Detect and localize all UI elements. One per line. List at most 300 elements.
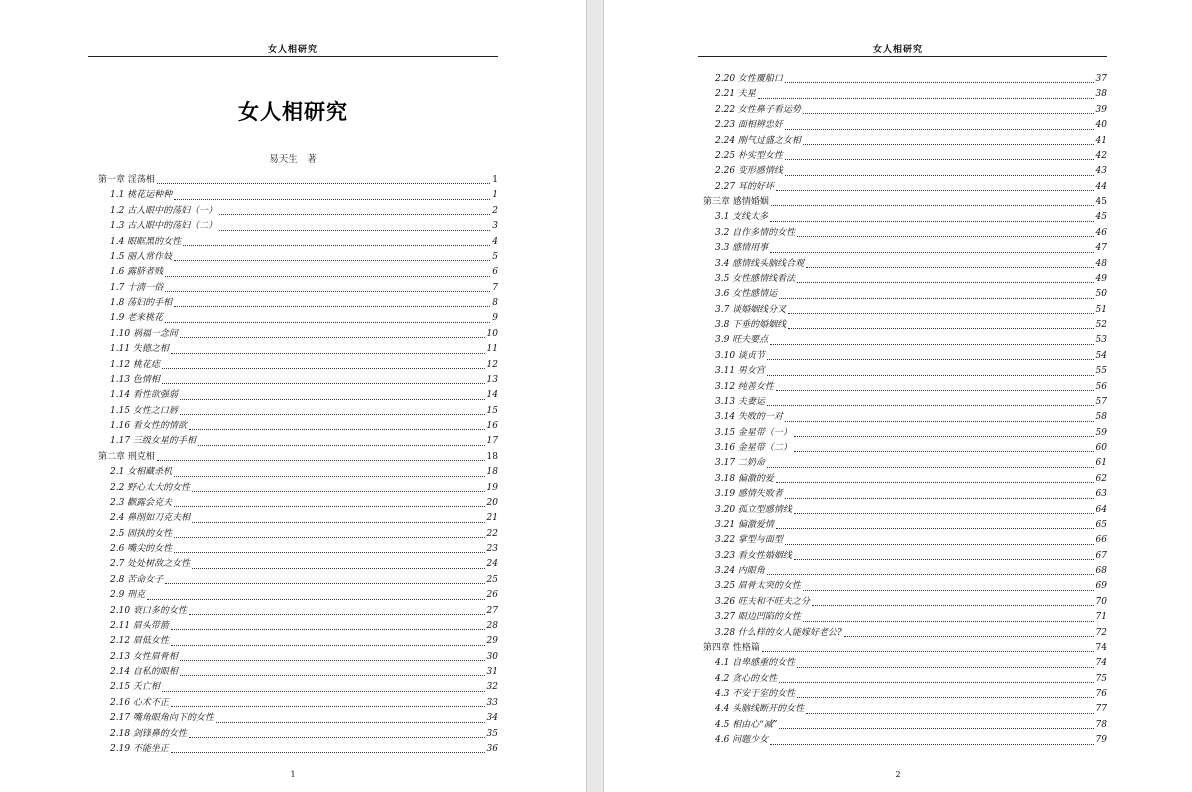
- toc-section-entry[interactable]: [703, 272, 1107, 287]
- toc-dot-leader: [162, 383, 485, 384]
- toc-entry-label: 2.23 面相辨忠奸: [715, 120, 783, 131]
- toc-entry-page: 66: [1095, 535, 1107, 546]
- toc-entry-page: 3: [492, 221, 498, 232]
- toc-section-entry[interactable]: [703, 87, 1107, 102]
- toc-section-entry[interactable]: [703, 318, 1107, 333]
- toc-dot-leader: [192, 491, 484, 492]
- toc-section-entry[interactable]: [98, 481, 498, 496]
- toc-entry-label: 3.28 什么样的女人能嫁好老公?: [715, 627, 842, 638]
- toc-entry-label: 3.24 内眼角: [715, 566, 765, 576]
- toc-dot-leader: [219, 230, 490, 231]
- toc-section-entry[interactable]: [98, 573, 498, 588]
- toc-entry-page: 58: [1095, 412, 1107, 423]
- header-rule: [88, 56, 498, 57]
- toc-entry-page: 75: [1095, 673, 1107, 684]
- toc-dot-leader: [794, 559, 1094, 560]
- toc-section-entry[interactable]: [98, 188, 498, 203]
- toc-entry-page: 44: [1095, 181, 1107, 192]
- toc-dot-leader: [770, 744, 1093, 745]
- toc-dot-leader: [797, 697, 1093, 698]
- toc-entry-label: 2.10 衰口多的女性: [110, 605, 187, 616]
- toc-section-entry[interactable]: [98, 496, 498, 511]
- toc-section-entry[interactable]: [703, 656, 1107, 671]
- toc-entry-page: 39: [1095, 104, 1107, 115]
- toc-entry-label: 2.24 刚气过盛之女相: [715, 135, 801, 146]
- toc-section-entry[interactable]: [703, 395, 1107, 410]
- toc-entry-page: 7: [492, 282, 498, 293]
- toc-dot-leader: [785, 159, 1094, 160]
- toc-dot-leader: [165, 583, 484, 584]
- toc-entry-label: 3.26 旺夫和不旺夫之分: [715, 596, 810, 607]
- toc-dot-leader: [180, 660, 485, 661]
- toc-section-entry[interactable]: [98, 265, 498, 280]
- toc-entry-label: 3.9 旺夫要点: [715, 335, 769, 346]
- toc-entry-label: 2.25 朴实型女性: [715, 150, 783, 161]
- toc-section-entry[interactable]: [703, 456, 1107, 471]
- toc-entry-label: 1.2 古人眼中的荡妇（一）: [110, 205, 218, 216]
- toc-entry-label: 2.27 耳的好坏: [715, 181, 774, 192]
- toc-section-entry[interactable]: [703, 626, 1107, 641]
- toc-entry-page: 53: [1095, 335, 1107, 346]
- toc-entry-page: 6: [492, 267, 498, 278]
- toc-section-entry[interactable]: [98, 204, 498, 219]
- toc-entry-label: 3.22 掌型与面型: [715, 535, 783, 546]
- toc-entry-page: 20: [486, 497, 498, 508]
- toc-entry-label: 2.20 女性覆船口: [715, 74, 783, 84]
- toc-section-entry[interactable]: [703, 672, 1107, 687]
- toc-entry-page: 18: [486, 451, 498, 462]
- toc-entry-page: 12: [486, 359, 498, 370]
- toc-entry-label: 3.19 感情失败者: [715, 489, 783, 500]
- toc-entry-label: 3.15 金星带（一）: [715, 427, 792, 438]
- toc-entry-label: 3.16 金星带（二）: [715, 443, 792, 453]
- toc-section-entry[interactable]: [703, 118, 1107, 133]
- toc-section-entry[interactable]: [98, 527, 498, 542]
- toc-entry-page: 14: [486, 390, 498, 401]
- toc-section-entry[interactable]: [703, 579, 1107, 594]
- toc-section-entry[interactable]: [703, 610, 1107, 625]
- toc-section-entry[interactable]: [703, 426, 1107, 441]
- toc-entry-page: 21: [486, 513, 498, 524]
- toc-entry-label: 1.7 十淸一俗: [110, 282, 164, 293]
- toc-entry-label: 1.11 失德之相: [110, 344, 169, 355]
- toc-entry-page: 63: [1095, 489, 1107, 500]
- toc-section-entry[interactable]: [703, 718, 1107, 733]
- toc-entry-label: 1.16 看女性的情欲: [110, 421, 187, 431]
- toc-entry-page: 64: [1095, 504, 1107, 515]
- toc-entry-label: 1.5 丽人常作妓: [110, 251, 173, 262]
- toc-section-entry[interactable]: [703, 487, 1107, 502]
- toc-dot-leader: [174, 476, 484, 477]
- toc-dot-leader: [803, 113, 1094, 114]
- toc-entry-page: 30: [486, 651, 498, 662]
- toc-dot-leader: [785, 82, 1094, 83]
- toc-entry-page: 8: [492, 298, 498, 308]
- toc-entry-label: 3.1 支线太多: [715, 212, 769, 223]
- toc-dot-leader: [785, 175, 1094, 176]
- toc-section-entry[interactable]: [703, 164, 1107, 179]
- toc-entry-label: 3.17 二奶命: [715, 458, 765, 469]
- toc-dot-leader: [779, 298, 1093, 299]
- toc-entry-page: 9: [492, 313, 498, 324]
- toc-section-entry[interactable]: [98, 358, 498, 373]
- toc-entry-page: 57: [1095, 396, 1107, 407]
- toc-section-entry[interactable]: [98, 604, 498, 619]
- toc-section-entry[interactable]: [703, 564, 1107, 579]
- toc-dot-leader: [171, 629, 485, 630]
- table-of-contents: [98, 173, 498, 757]
- toc-dot-leader: [180, 337, 485, 338]
- toc-entry-label: 2.7 处处树敌之女性: [110, 559, 191, 570]
- toc-entry-page: 49: [1095, 273, 1107, 284]
- toc-entry-page: 59: [1095, 427, 1107, 438]
- toc-entry-label: 1.15 女性之口唇: [110, 405, 178, 416]
- toc-entry-label: 4.3 不安于室的女性: [715, 689, 796, 699]
- toc-section-entry[interactable]: [98, 742, 498, 757]
- toc-entry-label: 3.20 孤立型感情线: [715, 504, 792, 515]
- toc-section-entry[interactable]: [98, 511, 498, 526]
- toc-entry-label: 2.2 野心太大的女性: [110, 482, 191, 493]
- toc-entry-label: 第一章 淫荡相: [98, 175, 155, 185]
- toc-section-entry[interactable]: [98, 235, 498, 250]
- toc-entry-label: 1.6 露脐者贱: [110, 267, 164, 278]
- toc-dot-leader: [767, 405, 1094, 406]
- toc-entry-label: 4.2 贪心的女性: [715, 673, 778, 684]
- toc-section-entry[interactable]: [703, 410, 1107, 425]
- toc-entry-label: 2.14 自私的眼相: [110, 667, 178, 677]
- toc-section-entry[interactable]: [98, 665, 498, 680]
- toc-entry-page: 45: [1095, 212, 1107, 223]
- toc-entry-page: 62: [1095, 473, 1107, 484]
- toc-section-entry[interactable]: [703, 349, 1107, 364]
- toc-dot-leader: [779, 728, 1093, 729]
- toc-section-entry[interactable]: [703, 595, 1107, 610]
- toc-entry-label: 2.6 嘴尖的女性: [110, 544, 173, 554]
- toc-entry-label: 1.1 桃花运种种: [110, 190, 173, 201]
- toc-entry-page: 34: [486, 713, 498, 724]
- toc-dot-leader: [174, 199, 490, 200]
- toc-section-entry[interactable]: [703, 257, 1107, 272]
- toc-section-entry[interactable]: [703, 333, 1107, 348]
- toc-entry-label: 3.18 偏激的爱: [715, 473, 774, 484]
- toc-entry-label: 4.1 自卑感重的女性: [715, 658, 796, 669]
- toc-entry-label: 1.10 祸福一念间: [110, 328, 178, 339]
- toc-section-entry[interactable]: [703, 103, 1107, 118]
- toc-dot-leader: [174, 552, 484, 553]
- toc-entry-page: 69: [1095, 581, 1107, 592]
- toc-section-entry[interactable]: [98, 634, 498, 649]
- toc-entry-page: 65: [1095, 519, 1107, 530]
- toc-dot-leader: [174, 260, 490, 261]
- toc-entry-page: 47: [1095, 243, 1107, 254]
- toc-entry-page: 33: [486, 697, 498, 708]
- document-title: 女人相研究: [238, 99, 348, 124]
- toc-entry-label: 2.5 固执的女性: [110, 528, 173, 539]
- toc-chapter-entry[interactable]: [703, 641, 1107, 656]
- toc-section-entry[interactable]: [98, 434, 498, 449]
- toc-entry-label: 2.9 刑克: [110, 590, 146, 601]
- toc-entry-page: 29: [486, 636, 498, 647]
- toc-dot-leader: [165, 322, 490, 323]
- toc-dot-leader: [767, 375, 1094, 376]
- toc-dot-leader: [183, 245, 490, 246]
- toc-entry-label: 3.8 下垂的婚姻线: [715, 320, 787, 330]
- header-rule: [698, 56, 1107, 57]
- toc-entry-page: 37: [1095, 74, 1107, 84]
- toc-entry-label: 2.3 颧露会克夫: [110, 497, 173, 508]
- toc-dot-leader: [174, 306, 490, 307]
- toc-dot-leader: [189, 429, 485, 430]
- toc-section-entry[interactable]: [98, 219, 498, 234]
- toc-section-entry[interactable]: [98, 296, 498, 311]
- toc-entry-page: 38: [1095, 89, 1107, 100]
- toc-dot-leader: [797, 282, 1093, 283]
- toc-entry-page: 1: [492, 190, 498, 201]
- toc-entry-label: 2.11 眉头带箭: [110, 620, 169, 631]
- toc-entry-label: 2.17 嘴角眼角向下的女性: [110, 713, 214, 724]
- toc-entry-page: 60: [1095, 443, 1107, 453]
- toc-dot-leader: [770, 252, 1093, 253]
- toc-entry-page: 19: [486, 482, 498, 493]
- toc-dot-leader: [803, 590, 1094, 591]
- toc-section-entry[interactable]: [98, 373, 498, 388]
- toc-entry-page: 43: [1095, 166, 1107, 177]
- toc-section-entry[interactable]: [98, 619, 498, 634]
- toc-dot-leader: [785, 421, 1094, 422]
- toc-entry-label: 1.4 眼眶黑的女性: [110, 236, 182, 247]
- toc-section-entry[interactable]: [98, 711, 498, 726]
- toc-section-entry[interactable]: [703, 733, 1107, 748]
- toc-dot-leader: [189, 737, 485, 738]
- toc-entry-page: 50: [1095, 289, 1107, 300]
- toc-entry-page: 70: [1095, 596, 1107, 607]
- toc-entry-label: 3.3 感情用事: [715, 243, 769, 254]
- toc-dot-leader: [762, 651, 1094, 652]
- toc-entry-page: 61: [1095, 458, 1107, 469]
- toc-dot-leader: [758, 98, 1094, 99]
- toc-entry-label: 2.26 变形感情线: [715, 166, 783, 177]
- toc-entry-label: 2.8 苦命女子: [110, 574, 164, 585]
- toc-entry-page: 13: [486, 374, 498, 385]
- toc-section-entry[interactable]: [98, 542, 498, 557]
- toc-section-entry[interactable]: [98, 404, 498, 419]
- toc-entry-label: 第三章 感情婚姻: [703, 197, 769, 207]
- toc-entry-label: 1.17 三级女星的手相: [110, 436, 196, 447]
- running-header: 女人相研究: [267, 45, 318, 55]
- toc-section-entry[interactable]: [98, 588, 498, 603]
- toc-dot-leader: [147, 599, 484, 600]
- toc-entry-page: 77: [1095, 704, 1107, 715]
- toc-entry-label: 4.4 头脑线断开的女性: [715, 704, 805, 715]
- toc-entry-page: 72: [1095, 627, 1107, 638]
- toc-dot-leader: [776, 482, 1094, 483]
- toc-entry-label: 2.16 心术不正: [110, 697, 169, 708]
- toc-entry-label: 2.13 女性眉骨相: [110, 651, 178, 662]
- toc-entry-page: 48: [1095, 258, 1107, 269]
- toc-dot-leader: [171, 752, 485, 753]
- toc-entry-label: 3.12 纯善女性: [715, 381, 774, 392]
- toc-dot-leader: [198, 445, 485, 446]
- toc-dot-leader: [776, 528, 1094, 529]
- toc-section-entry[interactable]: [98, 388, 498, 403]
- toc-entry-label: 2.21 夫星: [715, 89, 756, 100]
- toc-dot-leader: [157, 183, 490, 184]
- toc-section-entry[interactable]: [98, 696, 498, 711]
- toc-dot-leader: [785, 498, 1094, 499]
- toc-entry-label: 3.5 女性感情线看法: [715, 273, 796, 284]
- toc-dot-leader: [803, 621, 1094, 622]
- toc-dot-leader: [806, 267, 1093, 268]
- document-author: 易天生 著: [269, 154, 317, 165]
- toc-section-entry[interactable]: [98, 327, 498, 342]
- toc-entry-label: 4.5 相由心“减”: [715, 719, 778, 730]
- toc-section-entry[interactable]: [703, 549, 1107, 564]
- toc-section-entry[interactable]: [703, 241, 1107, 256]
- toc-dot-leader: [794, 451, 1094, 452]
- toc-section-entry[interactable]: [703, 472, 1107, 487]
- toc-section-entry[interactable]: [703, 503, 1107, 518]
- toc-entry-page: 76: [1095, 689, 1107, 699]
- toc-section-entry[interactable]: [703, 687, 1107, 702]
- toc-entry-page: 46: [1095, 227, 1107, 238]
- toc-section-entry[interactable]: [703, 210, 1107, 225]
- toc-entry-label: 3.14 失败的一对: [715, 412, 783, 423]
- toc-dot-leader: [171, 645, 485, 646]
- toc-dot-leader: [157, 460, 485, 461]
- page-number: 2: [895, 770, 901, 779]
- toc-dot-leader: [785, 129, 1094, 130]
- toc-entry-page: 51: [1095, 304, 1107, 315]
- toc-section-entry[interactable]: [703, 303, 1107, 318]
- toc-dot-leader: [806, 713, 1093, 714]
- toc-entry-page: 4: [492, 236, 498, 247]
- toc-entry-label: 3.25 眉骨太突的女性: [715, 581, 801, 592]
- table-of-contents: [703, 72, 1107, 749]
- toc-entry-page: 74: [1095, 642, 1107, 653]
- toc-entry-label: 2.15 夭亡相: [110, 682, 160, 693]
- toc-dot-leader: [770, 344, 1093, 345]
- toc-section-entry[interactable]: [703, 180, 1107, 195]
- running-header: 女人相研究: [872, 45, 923, 55]
- toc-section-entry[interactable]: [98, 465, 498, 480]
- document-page-2: [604, 0, 1192, 792]
- toc-entry-page: 25: [486, 574, 498, 585]
- toc-entry-page: 15: [486, 405, 498, 416]
- toc-entry-page: 55: [1095, 366, 1107, 377]
- toc-entry-page: 45: [1095, 197, 1107, 207]
- toc-entry-label: 3.21 偏激爱情: [715, 519, 774, 530]
- toc-entry-page: 35: [486, 728, 498, 739]
- toc-entry-page: 78: [1095, 719, 1107, 730]
- toc-dot-leader: [192, 522, 484, 523]
- toc-dot-leader: [171, 353, 485, 354]
- page-gap-scrollbar[interactable]: [586, 0, 604, 792]
- toc-entry-label: 1.8 荡妇的手相: [110, 298, 173, 308]
- toc-section-entry[interactable]: [703, 533, 1107, 548]
- toc-entry-label: 3.4 感情线头脑线合观: [715, 258, 805, 269]
- toc-section-entry[interactable]: [98, 419, 498, 434]
- toc-dot-leader: [174, 537, 484, 538]
- toc-entry-label: 1.12 桃花痣: [110, 359, 160, 370]
- toc-entry-page: 24: [486, 559, 498, 570]
- toc-entry-label: 2.1 女相藏杀机: [110, 467, 173, 478]
- toc-dot-leader: [844, 636, 1094, 637]
- toc-entry-label: 第二章 刑克相: [98, 451, 155, 462]
- toc-section-entry[interactable]: [703, 149, 1107, 164]
- toc-chapter-entry[interactable]: [703, 195, 1107, 210]
- toc-dot-leader: [770, 221, 1093, 222]
- toc-chapter-entry[interactable]: [98, 173, 498, 188]
- toc-section-entry[interactable]: [98, 557, 498, 572]
- toc-section-entry[interactable]: [703, 134, 1107, 149]
- toc-dot-leader: [794, 513, 1094, 514]
- toc-dot-leader: [165, 276, 490, 277]
- toc-dot-leader: [189, 614, 485, 615]
- toc-dot-leader: [767, 359, 1094, 360]
- toc-section-entry[interactable]: [703, 72, 1107, 87]
- toc-entry-label: 3.7 谈婚姻线分叉: [715, 304, 787, 315]
- toc-entry-label: 第四章 性格篇: [703, 642, 760, 653]
- toc-section-entry[interactable]: [703, 702, 1107, 717]
- toc-entry-page: 22: [486, 528, 498, 539]
- toc-dot-leader: [776, 190, 1094, 191]
- toc-section-entry[interactable]: [703, 287, 1107, 302]
- toc-entry-page: 32: [486, 682, 498, 693]
- toc-entry-page: 28: [486, 620, 498, 631]
- toc-section-entry[interactable]: [98, 727, 498, 742]
- toc-entry-label: 1.14 看性欲强弱: [110, 390, 178, 401]
- toc-section-entry[interactable]: [98, 650, 498, 665]
- toc-dot-leader: [788, 328, 1093, 329]
- toc-entry-page: 31: [486, 667, 498, 677]
- toc-section-entry[interactable]: [98, 311, 498, 326]
- toc-section-entry[interactable]: [703, 441, 1107, 456]
- toc-dot-leader: [794, 436, 1094, 437]
- toc-section-entry[interactable]: [703, 380, 1107, 395]
- toc-entry-label: 3.2 自作多情的女性: [715, 227, 796, 238]
- toc-chapter-entry[interactable]: [98, 450, 498, 465]
- page-number: 1: [290, 770, 296, 779]
- toc-section-entry[interactable]: [98, 281, 498, 296]
- toc-entry-label: 4.6 问题少女: [715, 735, 769, 746]
- toc-dot-leader: [779, 682, 1093, 683]
- toc-entry-label: 3.11 男女宫: [715, 366, 765, 377]
- toc-dot-leader: [767, 467, 1094, 468]
- toc-entry-page: 74: [1095, 658, 1107, 669]
- toc-entry-page: 26: [486, 590, 498, 601]
- toc-dot-leader: [788, 313, 1093, 314]
- toc-section-entry[interactable]: [98, 250, 498, 265]
- toc-entry-label: 3.23 看女性婚姻线: [715, 550, 792, 561]
- toc-dot-leader: [216, 722, 485, 723]
- toc-dot-leader: [219, 214, 490, 215]
- toc-entry-page: 41: [1095, 135, 1107, 146]
- toc-entry-page: 16: [486, 421, 498, 431]
- toc-section-entry[interactable]: [98, 342, 498, 357]
- toc-entry-page: 2: [492, 205, 498, 216]
- toc-dot-leader: [797, 667, 1093, 668]
- toc-dot-leader: [192, 568, 484, 569]
- toc-entry-page: 10: [486, 328, 498, 339]
- toc-section-entry[interactable]: [703, 518, 1107, 533]
- toc-section-entry[interactable]: [703, 364, 1107, 379]
- toc-entry-label: 2.12 眉低女性: [110, 636, 169, 647]
- toc-entry-page: 11: [486, 344, 498, 355]
- toc-entry-page: 5: [492, 251, 498, 262]
- toc-section-entry[interactable]: [98, 680, 498, 695]
- toc-section-entry[interactable]: [703, 226, 1107, 241]
- document-page-1: [0, 0, 586, 792]
